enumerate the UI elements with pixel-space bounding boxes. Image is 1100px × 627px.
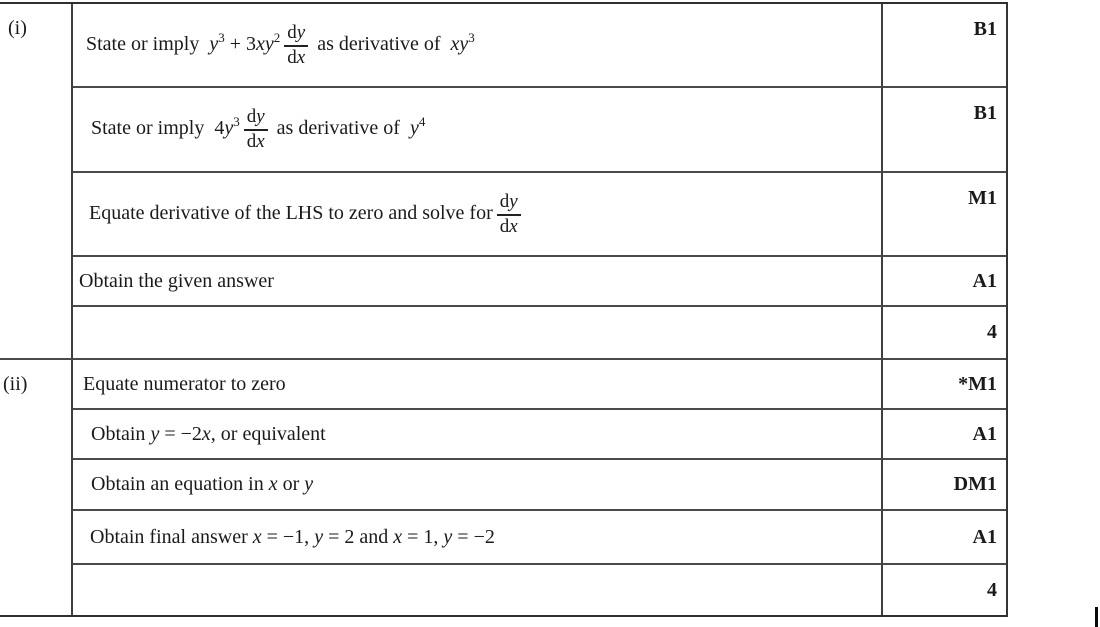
criterion-cell-6 <box>73 360 883 410</box>
part-i-cell <box>0 4 73 360</box>
criterion-cell-7 <box>73 410 883 460</box>
math-text: State or imply <box>86 32 210 55</box>
mark-value-7: A1 <box>972 422 997 445</box>
part-i-label: (i) <box>8 17 27 39</box>
math-superscript: 2 <box>273 29 281 45</box>
math-variable: y <box>256 106 265 128</box>
math-text: d <box>246 106 257 128</box>
math-superscript: 3 <box>218 29 225 45</box>
math-variable: y <box>296 21 306 43</box>
criterion-text-8 <box>91 472 313 497</box>
math-variable: y <box>314 525 324 548</box>
mark-cell-5-total <box>883 307 1006 360</box>
math-text: Obtain the given answer <box>79 269 274 292</box>
math-variable: y <box>409 117 419 140</box>
math-superscript: 3 <box>233 114 240 130</box>
text-cursor-artifact <box>1095 607 1098 627</box>
mark-cell-3 <box>883 173 1006 257</box>
math-text: Obtain <box>91 422 151 445</box>
math-text: d <box>287 21 297 43</box>
criterion-text-6 <box>83 372 286 397</box>
math-text: Equate derivative of the LHS to zero and solve for <box>89 201 493 224</box>
mark-value-4: A1 <box>972 269 997 292</box>
criterion-text-2 <box>91 107 425 152</box>
mark-value-3: M1 <box>968 187 997 209</box>
math-variable: x <box>252 525 262 548</box>
math-variable: y <box>224 117 234 140</box>
dy-dx-fraction <box>497 192 521 237</box>
math-text: + 3 <box>224 32 256 55</box>
math-text: = 2 and <box>323 525 394 548</box>
math-variable: y <box>443 525 453 548</box>
fraction-denominator <box>500 216 518 237</box>
math-text: = −2 <box>452 525 495 548</box>
mark-cell-1 <box>883 4 1006 88</box>
fraction-numerator <box>284 23 308 47</box>
math-text: Obtain final answer <box>90 525 253 548</box>
mark-value-6: *M1 <box>958 372 997 395</box>
mark-value-8: DM1 <box>953 473 997 495</box>
fraction-denominator <box>247 131 265 152</box>
mark-value-5: 4 <box>987 321 997 343</box>
mark-value-9: A1 <box>972 525 997 548</box>
math-variable: x <box>296 46 306 68</box>
math-text: d <box>287 46 297 68</box>
math-variable: y <box>150 422 160 445</box>
part-ii-cell <box>0 360 73 615</box>
fraction-numerator <box>244 107 268 131</box>
criterion-cell-1 <box>73 4 883 88</box>
math-variable: x <box>256 131 265 152</box>
math-text: d <box>499 190 510 212</box>
criterion-text-4 <box>79 269 274 294</box>
dy-dx-fraction <box>244 107 268 152</box>
math-text: = −1, <box>261 525 315 548</box>
math-superscript: 3 <box>468 29 475 45</box>
mark-cell-9 <box>883 511 1006 565</box>
part-ii-label: (ii) <box>3 373 28 395</box>
math-text: as derivative of <box>271 117 410 140</box>
math-text: State or imply 4 <box>91 117 225 140</box>
math-variable: x <box>268 473 278 495</box>
criterion-cell-4 <box>73 257 883 307</box>
criterion-cell-2 <box>73 88 883 173</box>
criterion-text-1 <box>86 23 475 68</box>
math-text: as derivative of <box>312 32 451 55</box>
math-text: or <box>277 473 305 495</box>
criterion-text-9 <box>90 525 495 550</box>
math-text: Equate numerator to zero <box>83 372 286 395</box>
mark-cell-6 <box>883 360 1006 410</box>
mark-cell-8 <box>883 460 1006 511</box>
criterion-text-7 <box>91 422 326 447</box>
fraction-numerator <box>497 192 521 216</box>
math-variable: x <box>201 422 211 445</box>
math-variable: y <box>509 190 518 212</box>
math-variable: y <box>209 32 219 55</box>
mark-value-10: 4 <box>987 578 997 601</box>
criterion-cell-5-empty <box>73 307 883 360</box>
math-variable: xy <box>256 32 274 55</box>
mark-value-2: B1 <box>973 102 997 124</box>
math-text: = 1, <box>402 525 444 548</box>
math-variable: x <box>509 215 518 237</box>
mark-cell-7 <box>883 410 1006 460</box>
criterion-cell-10-empty <box>73 565 883 615</box>
criterion-cell-8 <box>73 460 883 511</box>
mark-value-1: B1 <box>973 18 997 40</box>
mark-cell-10-total <box>883 565 1006 615</box>
mark-cell-2 <box>883 88 1006 173</box>
math-text: d <box>246 131 257 152</box>
mark-cell-4 <box>883 257 1006 307</box>
criterion-cell-9 <box>73 511 883 565</box>
math-text: Obtain an equation in <box>91 473 269 495</box>
mark-scheme-table <box>0 2 1008 617</box>
math-text: , or equivalent <box>210 422 326 445</box>
math-variable: y <box>304 473 314 495</box>
dy-dx-fraction <box>284 23 308 68</box>
criterion-cell-3 <box>73 173 883 257</box>
math-superscript: 4 <box>418 114 426 130</box>
math-variable: x <box>393 525 403 548</box>
criterion-text-3 <box>89 192 525 237</box>
fraction-denominator <box>287 47 305 68</box>
math-text: d <box>499 215 510 237</box>
math-text: = −2 <box>159 422 202 445</box>
math-variable: xy <box>450 32 469 55</box>
